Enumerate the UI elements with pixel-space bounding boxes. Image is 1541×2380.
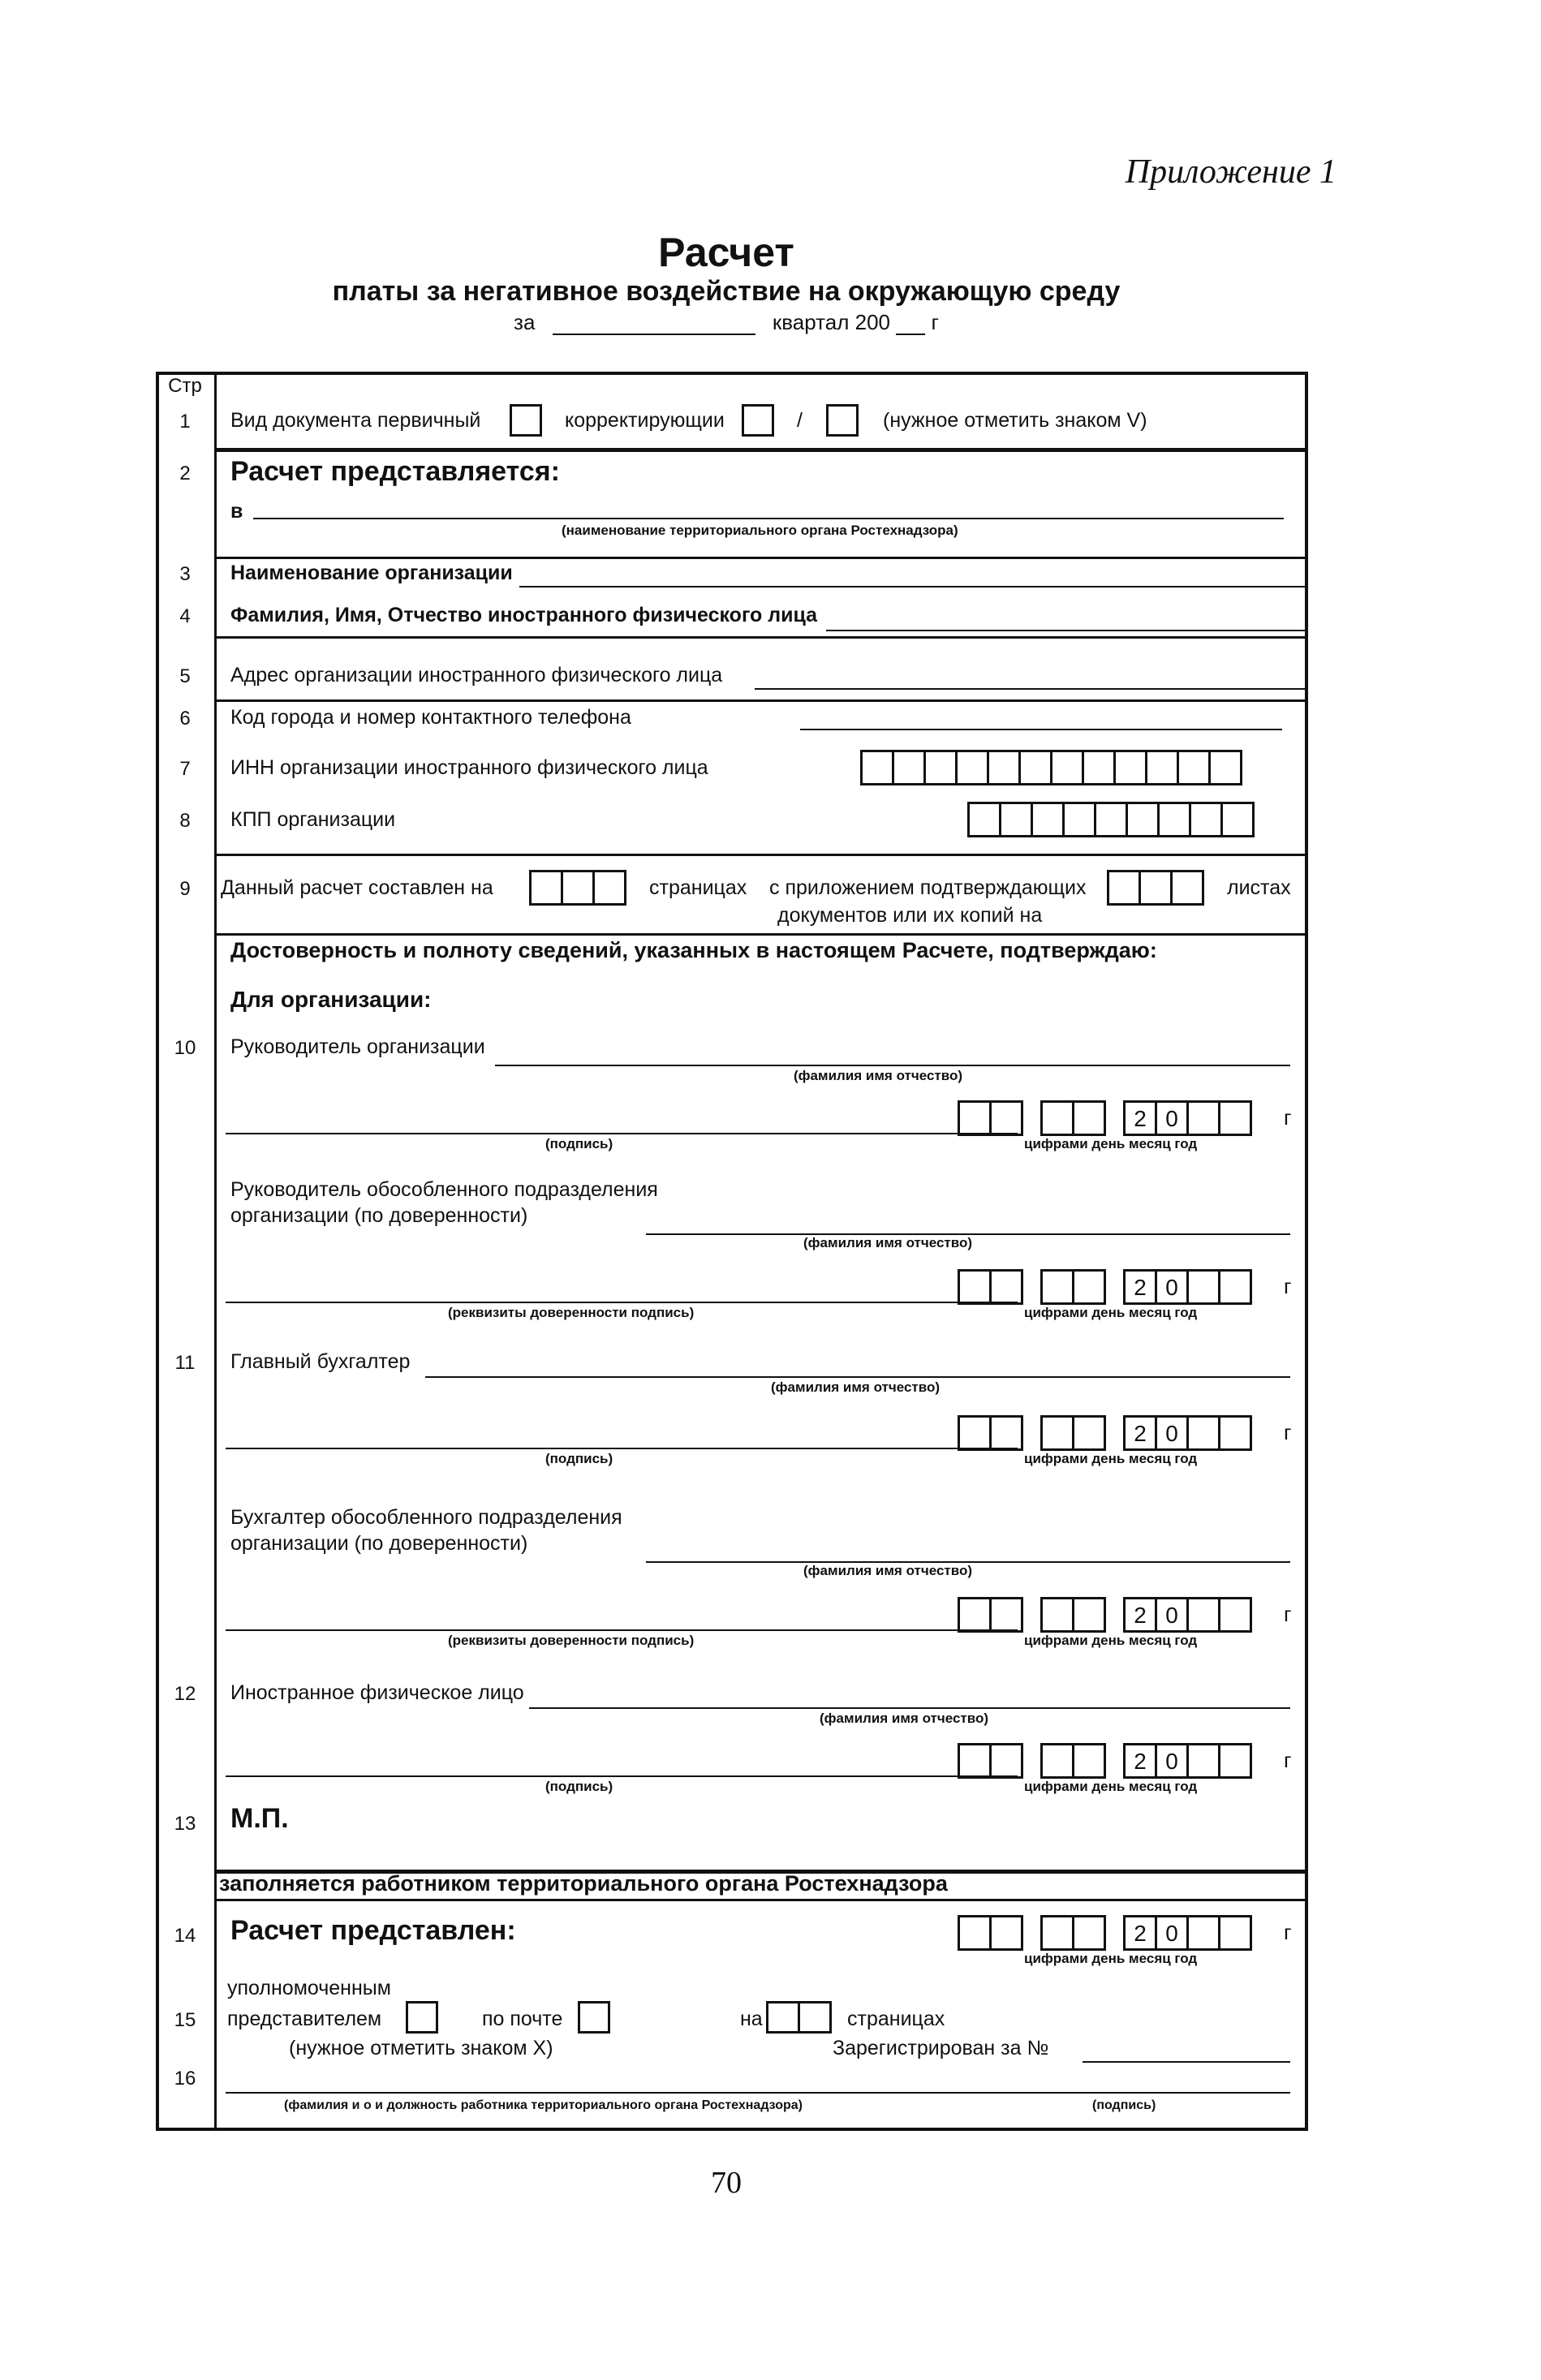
day-cell[interactable] (989, 1597, 1023, 1633)
inn-cell[interactable] (955, 750, 989, 785)
date-caption: цифрами день месяц год (1024, 1451, 1198, 1466)
month-cell[interactable] (1072, 1915, 1106, 1951)
day-cell[interactable] (989, 1915, 1023, 1951)
date-cells[interactable] (958, 1597, 1250, 1633)
chief-accountant-sign-field[interactable] (226, 1448, 1018, 1449)
proxy-sign-caption: (реквизиты доверенности подпись) (448, 1633, 695, 1648)
fio-caption: (фамилия имя отчество) (771, 1379, 941, 1395)
branch-acc-sign-field[interactable] (226, 1629, 1018, 1631)
row-num-3: 3 (179, 563, 191, 585)
divider (214, 557, 1308, 559)
year-cell[interactable] (1186, 1100, 1220, 1136)
day-cell[interactable] (958, 1743, 992, 1779)
month-cell[interactable] (1040, 1743, 1074, 1779)
row-num-2: 2 (179, 463, 191, 484)
corrective-number-box[interactable] (826, 404, 859, 437)
branch-head-sign-field[interactable] (226, 1302, 1018, 1303)
staff-note: заполняется работником территориального органа Ростехнадзора (219, 1871, 948, 1896)
authority-field[interactable] (253, 518, 1284, 519)
sheets-cell[interactable] (1139, 870, 1173, 906)
sign-caption: (подпись) (545, 1779, 613, 1794)
inn-label: ИНН организации иностранного физического лица (230, 756, 708, 779)
kpp-cell[interactable] (1157, 802, 1191, 837)
authorized-label: уполномоченным (227, 1977, 391, 1999)
month-cell[interactable] (1040, 1597, 1074, 1633)
divider (214, 933, 1308, 936)
kpp-cell[interactable] (1189, 802, 1223, 837)
received-pages-cell[interactable] (798, 2001, 832, 2034)
kpp-cell[interactable] (1062, 802, 1096, 837)
submitted-label: Расчет представлен: (230, 1915, 516, 1946)
period-za: за (514, 310, 536, 334)
month-cell[interactable] (1072, 1269, 1106, 1305)
year-digit-field[interactable] (896, 312, 925, 335)
phone-label: Код города и номер контактного телефона (230, 706, 631, 729)
doc-title: Расчет (658, 230, 794, 275)
period-g: г (931, 310, 939, 334)
date-cells[interactable] (958, 1100, 1250, 1136)
attach-label-1: с приложением подтверждающих (769, 876, 1087, 899)
year-cell[interactable]: 0 (1155, 1415, 1189, 1451)
day-cell[interactable] (958, 1415, 992, 1451)
chief-accountant-fio-field[interactable] (425, 1376, 1290, 1378)
date-caption: цифрами день месяц год (1024, 1779, 1198, 1794)
inn-cells[interactable] (860, 750, 1240, 785)
row-num-15: 15 (174, 2009, 196, 2031)
doc-type-label: Вид документа первичный (230, 409, 481, 432)
year-cell[interactable]: 2 (1123, 1915, 1157, 1951)
inn-cell[interactable] (1082, 750, 1116, 785)
period-value-field[interactable] (553, 312, 755, 335)
day-cell[interactable] (989, 1100, 1023, 1136)
corrective-label: корректирующии (565, 409, 725, 432)
branch-head-label-1: Руководитель обособленного подразделения (230, 1178, 658, 1201)
month-cell[interactable] (1072, 1415, 1106, 1451)
stamp-label: М.П. (230, 1803, 289, 1834)
org-name-field[interactable] (519, 586, 1308, 587)
year-cell[interactable]: 2 (1123, 1269, 1157, 1305)
mark-x-note: (нужное отметить знаком X) (289, 2037, 553, 2059)
primary-checkbox[interactable] (510, 404, 542, 437)
kpp-cell[interactable] (1220, 802, 1255, 837)
year-cell[interactable]: 2 (1123, 1597, 1157, 1633)
kpp-cell[interactable] (1126, 802, 1160, 837)
pages-cell[interactable] (529, 870, 563, 906)
year-cell[interactable] (1218, 1743, 1252, 1779)
pages-cell[interactable] (561, 870, 595, 906)
month-cell[interactable] (1040, 1415, 1074, 1451)
foreigner-fio-field[interactable] (529, 1707, 1290, 1709)
row-num-5: 5 (179, 665, 191, 687)
period-line (0, 310, 1453, 335)
year-suffix: г (1284, 1920, 1292, 1944)
foreigner-sign-field[interactable] (226, 1775, 1018, 1777)
confirm-statement: Достоверность и полноту сведений, указанных в настоящем Расчете, подтверждаю: (230, 938, 1157, 962)
staff-sign-caption: (подпись) (1092, 2098, 1156, 2112)
inn-cell[interactable] (1177, 750, 1211, 785)
year-suffix: г (1284, 1748, 1292, 1772)
day-cell[interactable] (989, 1269, 1023, 1305)
day-cell[interactable] (989, 1415, 1023, 1451)
row-num-12: 12 (174, 1683, 196, 1705)
sign-caption: (подпись) (545, 1136, 613, 1151)
branch-head-label-2: организации (по доверенности) (230, 1204, 528, 1227)
day-cell[interactable] (989, 1743, 1023, 1779)
year-cell[interactable]: 2 (1123, 1415, 1157, 1451)
fio-caption: (фамилия имя отчество) (803, 1563, 973, 1578)
date-caption: цифрами день месяц год (1024, 1136, 1198, 1151)
year-cell[interactable] (1186, 1269, 1220, 1305)
date-caption: цифрами день месяц год (1024, 1951, 1198, 1966)
kpp-cell[interactable] (999, 802, 1033, 837)
address-label: Адрес организации иностранного физического лица (230, 664, 723, 686)
year-cell[interactable] (1186, 1597, 1220, 1633)
year-suffix: г (1284, 1602, 1292, 1626)
divider (214, 1899, 1308, 1901)
month-cell[interactable] (1040, 1915, 1074, 1951)
date-cells[interactable] (958, 1415, 1250, 1451)
day-cell[interactable] (958, 1100, 992, 1136)
month-cell[interactable] (1072, 1743, 1106, 1779)
fio-caption: (фамилия имя отчество) (794, 1068, 963, 1083)
header-col: Стр (168, 375, 202, 397)
branch-acc-label-2: организации (по доверенности) (230, 1532, 528, 1555)
year-suffix: г (1284, 1274, 1292, 1298)
year-cell[interactable] (1218, 1415, 1252, 1451)
row-num-8: 8 (179, 810, 191, 832)
mail-checkbox[interactable] (578, 2001, 610, 2034)
inn-cell[interactable] (1208, 750, 1242, 785)
row-num-14: 14 (174, 1925, 196, 1947)
attach-label-2: документов или их копий на (777, 904, 1043, 927)
year-cell[interactable]: 0 (1155, 1269, 1189, 1305)
month-cell[interactable] (1040, 1269, 1074, 1305)
month-cell[interactable] (1040, 1100, 1074, 1136)
head-sign-field[interactable] (226, 1133, 1018, 1134)
year-cell[interactable]: 2 (1123, 1743, 1157, 1779)
staff-fio-sign-field[interactable] (226, 2092, 1290, 2094)
sheets-cell[interactable] (1107, 870, 1141, 906)
year-cell[interactable] (1218, 1597, 1252, 1633)
row-num-7: 7 (179, 758, 191, 780)
authority-caption: (наименование территориального органа Ростехнадзора) (562, 523, 958, 538)
year-cell[interactable] (1218, 1915, 1252, 1951)
inn-cell[interactable] (892, 750, 926, 785)
year-cell[interactable]: 2 (1123, 1100, 1157, 1136)
sign-caption: (подпись) (545, 1451, 613, 1466)
received-pages-cell[interactable] (766, 2001, 800, 2034)
date-caption: цифрами день месяц год (1024, 1633, 1198, 1648)
pages-count-label: Данный расчет составлен на (221, 876, 493, 899)
year-cell[interactable]: 0 (1155, 1743, 1189, 1779)
pages-cells[interactable] (529, 870, 624, 906)
for-org-label: Для организации: (230, 987, 432, 1012)
row-num-1: 1 (179, 411, 191, 433)
mail-label: по почте (482, 2008, 563, 2030)
year-cell[interactable] (1186, 1743, 1220, 1779)
year-suffix: г (1284, 1420, 1292, 1444)
received-pages-label: страницах (847, 2008, 945, 2030)
received-pages-cells[interactable] (766, 2001, 829, 2034)
inn-cell[interactable] (1145, 750, 1179, 785)
v-label: в (230, 500, 243, 523)
day-cell[interactable] (958, 1597, 992, 1633)
year-cell[interactable] (1186, 1915, 1220, 1951)
divider (214, 636, 1308, 639)
head-label: Руководитель организации (230, 1035, 485, 1058)
date-cells[interactable] (958, 1269, 1250, 1305)
rep-label: представителем (227, 2008, 382, 2030)
pages-label: страницах (649, 876, 747, 899)
divider (214, 699, 1308, 702)
registration-number-field[interactable] (1083, 2061, 1290, 2063)
row-num-9: 9 (179, 878, 191, 900)
month-cell[interactable] (1072, 1597, 1106, 1633)
row-num-6: 6 (179, 708, 191, 729)
date-cells[interactable] (958, 1743, 1250, 1779)
row-num-11: 11 (174, 1352, 196, 1374)
date-cells[interactable] (958, 1915, 1250, 1951)
fio-caption: (фамилия имя отчество) (803, 1235, 973, 1250)
sheets-cell[interactable] (1170, 870, 1204, 906)
kpp-cells[interactable] (967, 802, 1252, 837)
head-fio-field[interactable] (495, 1065, 1290, 1066)
year-cell[interactable] (1218, 1269, 1252, 1305)
inn-cell[interactable] (1018, 750, 1052, 785)
phone-field[interactable] (800, 729, 1282, 730)
row-num-10: 10 (174, 1037, 196, 1059)
staff-fio-caption: (фамилия и о и должность работника территориального органа Ростехнадзора) (284, 2098, 803, 2112)
appendix-label: Приложение 1 (1125, 153, 1337, 191)
row-num-4: 4 (179, 605, 191, 627)
inn-cell[interactable] (1113, 750, 1147, 785)
org-name-label: Наименование организации (230, 562, 513, 584)
pages-cell[interactable] (592, 870, 626, 906)
fio-caption: (фамилия имя отчество) (820, 1711, 989, 1726)
sheets-label: листах (1227, 876, 1291, 899)
row-num-16: 16 (174, 2068, 196, 2089)
branch-acc-label-1: Бухгалтер обособленного подразделения (230, 1506, 622, 1529)
corrective-checkbox[interactable] (742, 404, 774, 437)
kpp-cell[interactable] (1094, 802, 1128, 837)
chief-accountant-label: Главный бухгалтер (230, 1350, 411, 1373)
divider (214, 854, 1308, 856)
year-cell[interactable]: 0 (1155, 1100, 1189, 1136)
year-cell[interactable]: 0 (1155, 1915, 1189, 1951)
inn-cell[interactable] (1050, 750, 1084, 785)
sheets-cells[interactable] (1107, 870, 1202, 906)
year-cell[interactable] (1186, 1415, 1220, 1451)
foreigner-name-label: Фамилия, Имя, Отчество иностранного физического лица (230, 604, 818, 626)
kpp-cell[interactable] (1031, 802, 1065, 837)
foreigner-label: Иностранное физическое лицо (230, 1681, 524, 1704)
inn-cell[interactable] (860, 750, 894, 785)
kpp-cell[interactable] (967, 802, 1001, 837)
day-cell[interactable] (958, 1915, 992, 1951)
foreigner-name-field[interactable] (826, 630, 1305, 631)
page-number: 70 (711, 2166, 742, 2200)
period-kvartal: квартал 200 (772, 310, 890, 334)
inn-cell[interactable] (987, 750, 1021, 785)
on-label: на (740, 2008, 763, 2030)
date-caption: цифрами день месяц год (1024, 1305, 1198, 1320)
year-cell[interactable]: 0 (1155, 1597, 1189, 1633)
kpp-label: КПП организации (230, 808, 396, 831)
proxy-sign-caption: (реквизиты доверенности подпись) (448, 1305, 695, 1320)
rep-checkbox[interactable] (406, 2001, 438, 2034)
day-cell[interactable] (958, 1269, 992, 1305)
address-field[interactable] (755, 688, 1306, 690)
year-suffix: г (1284, 1105, 1292, 1130)
slash: / (797, 409, 803, 432)
year-cell[interactable] (1218, 1100, 1252, 1136)
inn-cell[interactable] (923, 750, 958, 785)
mark-note: (нужное отметить знаком V) (883, 409, 1147, 432)
submitted-to-label: Расчет представляется: (230, 456, 560, 487)
registered-label: Зарегистрирован за № (833, 2037, 1049, 2059)
row-num-13: 13 (174, 1813, 196, 1835)
doc-subtitle: платы за негативное воздействие на окружающую среду (332, 276, 1121, 307)
divider (214, 448, 1308, 452)
month-cell[interactable] (1072, 1100, 1106, 1136)
